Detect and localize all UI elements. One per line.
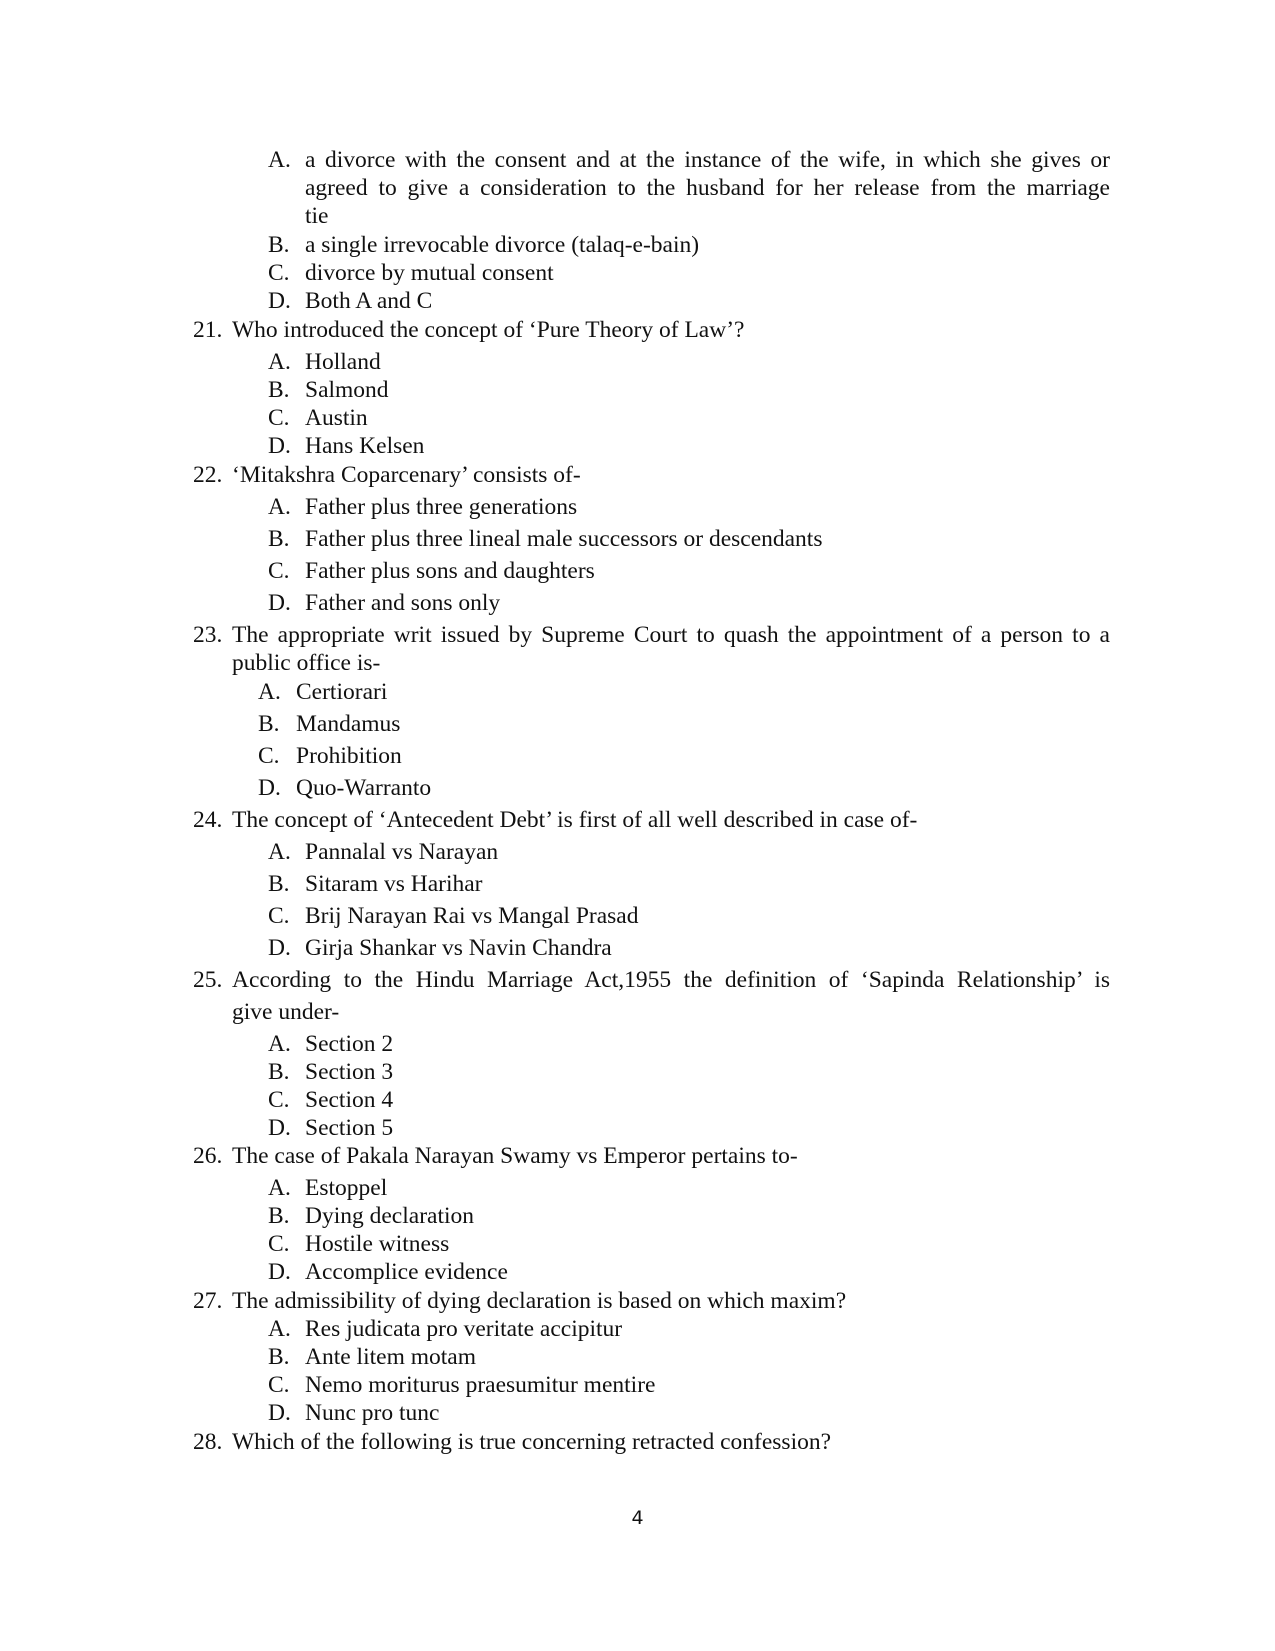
option-text: Section 5 (305, 1115, 394, 1141)
question-text: The admissibility of dying declaration is based on which maxim? (232, 1288, 847, 1314)
option-text: Brij Narayan Rai vs Mangal Prasad (305, 903, 639, 929)
question-text: Which of the following is true concerning retracted confession? (232, 1429, 832, 1455)
option-text: a single irrevocable divorce (talaq-e-bain) (305, 232, 700, 258)
option-text: Girja Shankar vs Navin Chandra (305, 935, 612, 961)
option-text: Dying declaration (305, 1203, 475, 1229)
option-text: Nunc pro tunc (305, 1400, 440, 1426)
question-number: 25. (193, 967, 223, 993)
question-number: 28. (193, 1429, 223, 1455)
question-number: 22. (193, 462, 223, 488)
option-text: Hostile witness (305, 1231, 450, 1257)
option-letter: C. (268, 1231, 290, 1257)
option-text-line: a divorce with the consent and at the instance of the wife, in which she gives or (305, 147, 1110, 173)
option-text: Father plus three generations (305, 494, 578, 520)
question-text: The concept of ‘Antecedent Debt’ is first of all well described in case of- (232, 807, 918, 833)
option-letter: C. (268, 1372, 290, 1398)
question-text: Who introduced the concept of ‘Pure Theory of Law’? (232, 317, 745, 343)
option-text: Pannalal vs Narayan (305, 839, 499, 865)
question-text: ‘Mitakshra Coparcenary’ consists of- (232, 462, 581, 488)
option-text: Holland (305, 349, 381, 375)
question-number: 21. (193, 317, 223, 343)
option-text: Hans Kelsen (305, 433, 425, 459)
question-text-line: public office is- (232, 650, 381, 676)
option-letter: A. (268, 1175, 291, 1201)
option-letter: B. (268, 232, 290, 258)
option-letter: A. (268, 349, 291, 375)
question-text-line: give under- (232, 999, 340, 1025)
option-text: Ante litem motam (305, 1344, 476, 1370)
option-letter: C. (268, 1087, 290, 1113)
option-letter: D. (268, 935, 291, 961)
option-text: Father plus three lineal male successors or descendants (305, 526, 823, 552)
option-text: divorce by mutual consent (305, 260, 554, 286)
question-text-line: The appropriate writ issued by Supreme Court to quash the appointment of a person to a (232, 622, 1110, 648)
option-text: Quo-Warranto (296, 775, 432, 801)
option-letter: D. (268, 1400, 291, 1426)
option-text: Accomplice evidence (305, 1259, 508, 1285)
option-text-line: agreed to give a consideration to the husband for her release from the marriage (305, 175, 1110, 201)
option-text: Nemo moriturus praesumitur mentire (305, 1372, 656, 1398)
option-text: Both A and C (305, 288, 433, 314)
option-letter: A. (268, 1031, 291, 1057)
option-letter: C. (268, 558, 290, 584)
option-text: Certiorari (296, 679, 388, 705)
option-text: Section 2 (305, 1031, 394, 1057)
option-letter: B. (268, 871, 290, 897)
option-text: Mandamus (296, 711, 401, 737)
question-number: 26. (193, 1143, 223, 1169)
option-letter: C. (268, 903, 290, 929)
option-text: Res judicata pro veritate accipitur (305, 1316, 623, 1342)
option-letter: A. (268, 147, 291, 173)
option-letter: B. (268, 377, 290, 403)
option-letter: D. (268, 288, 291, 314)
option-letter: C. (258, 743, 280, 769)
question-text: The case of Pakala Narayan Swamy vs Emperor pertains to- (232, 1143, 798, 1169)
question-number: 24. (193, 807, 223, 833)
option-text: Section 4 (305, 1087, 394, 1113)
option-text: Father and sons only (305, 590, 501, 616)
option-letter: C. (268, 260, 290, 286)
option-text: Estoppel (305, 1175, 388, 1201)
option-text: Sitaram vs Harihar (305, 871, 483, 897)
option-letter: D. (258, 775, 281, 801)
option-text: Austin (305, 405, 368, 431)
option-letter: B. (258, 711, 280, 737)
option-letter: B. (268, 1203, 290, 1229)
option-letter: B. (268, 1344, 290, 1370)
option-letter: D. (268, 590, 291, 616)
option-text: Section 3 (305, 1059, 394, 1085)
page-number: 4 (631, 1507, 644, 1529)
option-letter: A. (268, 1316, 291, 1342)
option-letter: A. (268, 839, 291, 865)
option-text: Father plus sons and daughters (305, 558, 595, 584)
option-letter: D. (268, 1259, 291, 1285)
option-letter: B. (268, 526, 290, 552)
option-letter: A. (268, 494, 291, 520)
question-text-line: According to the Hindu Marriage Act,1955 the definition of ‘Sapinda Relationship’ is (232, 967, 1110, 993)
option-text-line: tie (305, 203, 329, 229)
option-letter: C. (268, 405, 290, 431)
option-letter: D. (268, 433, 291, 459)
question-number: 27. (193, 1288, 223, 1314)
option-text: Prohibition (296, 743, 402, 769)
question-number: 23. (193, 622, 223, 648)
option-letter: A. (258, 679, 281, 705)
option-text: Salmond (305, 377, 389, 403)
option-letter: B. (268, 1059, 290, 1085)
option-letter: D. (268, 1115, 291, 1141)
